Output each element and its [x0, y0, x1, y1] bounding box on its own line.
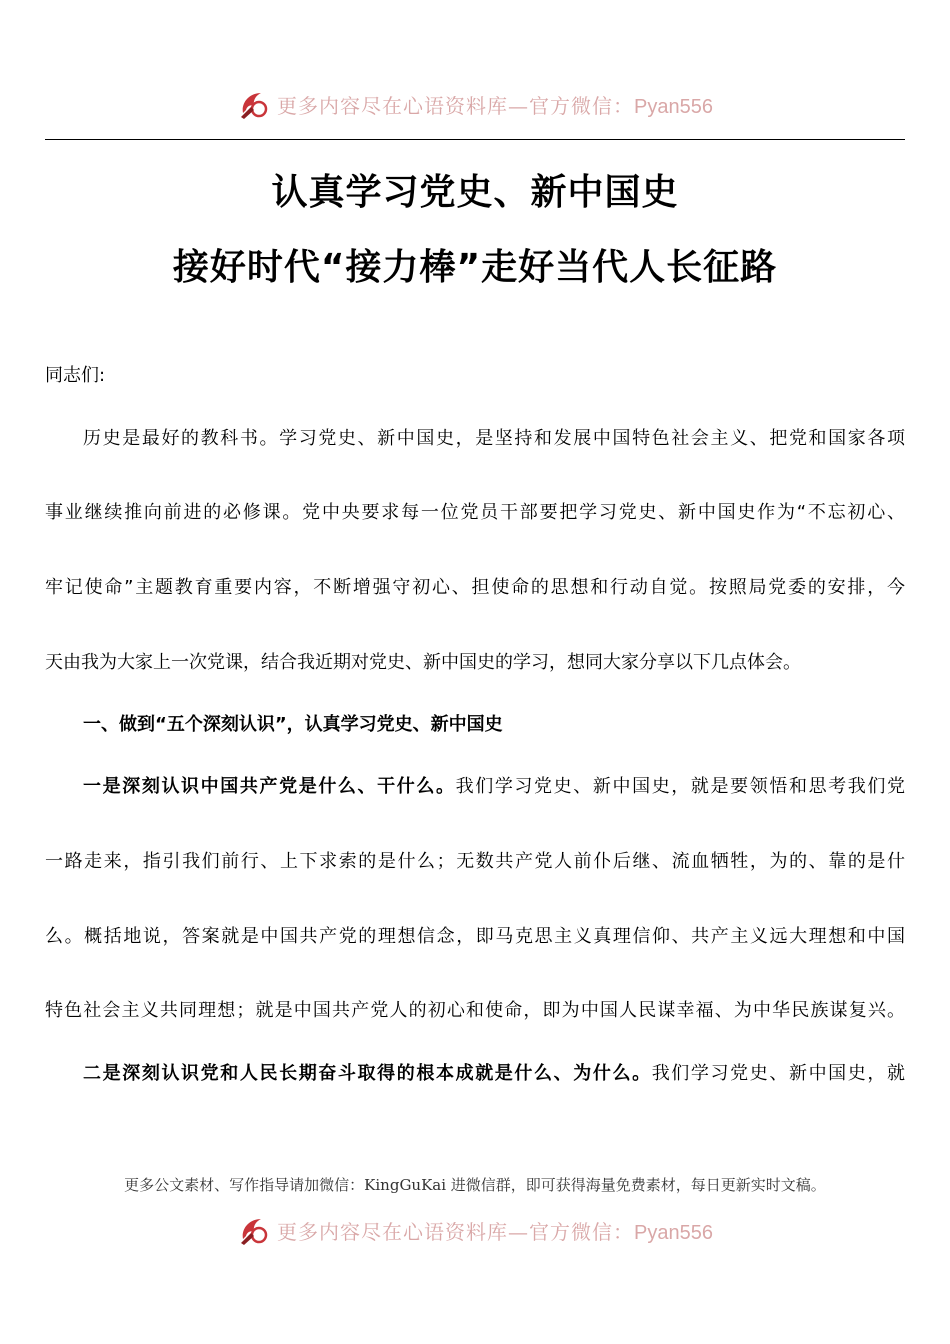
paragraph-2-lead: 一是深刻认识中国共产党是什么、干什么。 [83, 776, 456, 797]
header-banner [0, 84, 950, 124]
footer-note: 更多公文素材、写作指导请加微信：KingGuKai 进微信群，即可获得海量免费素材，每日更新实时文稿。 [124, 1176, 826, 1194]
salutation: 同志们: [45, 365, 106, 386]
banner-wechat-id: Pyan556 [634, 95, 713, 118]
header-rule [45, 139, 905, 140]
footer-banner-inner [237, 1213, 713, 1247]
footer-banner-wechat-id: Pyan556 [634, 1221, 713, 1244]
paragraph-3-lead: 二是深刻认识党和人民长期奋斗取得的根本成就是什么、为什么。 [83, 1063, 652, 1084]
section-heading-1: 一、做到“五个深刻认识”，认真学习党史、新中国史 [83, 714, 503, 735]
title-line-1: 认真学习党史、新中国史 [271, 172, 679, 213]
banner-text [277, 90, 713, 119]
pen-logo-icon [237, 1213, 271, 1247]
footer-banner [0, 1210, 950, 1250]
paragraph-1-line-1: 历史是最好的教科书。学习党史、新中国史，是坚持和发展中国特色社会主义、把党和国家各项 [83, 428, 905, 449]
paragraph-1-line-4: 天由我为大家上一次党课，结合我近期对党史、新中国史的学习，想同大家分享以下几点体会。 [45, 652, 801, 673]
paragraph-2-text: 我们学习党史、新中国史，就是要领悟和思考我们党 [455, 776, 906, 797]
paragraph-2-line-1 [83, 772, 905, 798]
paragraph-1-line-3: 牢记使命”主题教育重要内容，不断增强守初心、担使命的思想和行动自觉。按照局党委的安排，今 [45, 577, 905, 598]
paragraph-1-line-2: 事业继续推向前进的必修课。党中央要求每一位党员干部要把学习党史、新中国史作为“不忘初心、 [45, 502, 905, 523]
paragraph-2-line-2: 一路走来，指引我们前行、上下求索的是什么；无数共产党人前仆后继、流血牺牲，为的、靠的是什 [45, 851, 905, 872]
paragraph-2-line-4: 特色社会主义共同理想；就是中国共产党人的初心和使命，即为中国人民谋幸福、为中华民族谋复兴。 [45, 1000, 905, 1021]
paragraph-2-line-3: 么。概括地说，答案就是中国共产党的理想信念，即马克思主义真理信仰、共产主义远大理想和中国 [45, 926, 905, 947]
pen-logo-icon [237, 87, 271, 121]
banner-inner [237, 87, 713, 121]
banner-slogan: 更多内容尽在心语资料库—官方微信： [277, 93, 635, 118]
footer-banner-text [277, 1216, 713, 1245]
footer-banner-slogan: 更多内容尽在心语资料库—官方微信： [277, 1219, 635, 1244]
title-line-2: 接好时代“接力棒”走好当代人长征路 [172, 247, 778, 288]
paragraph-3-line-1 [83, 1059, 905, 1085]
paragraph-3-text: 我们学习党史、新中国史，就 [651, 1063, 906, 1084]
